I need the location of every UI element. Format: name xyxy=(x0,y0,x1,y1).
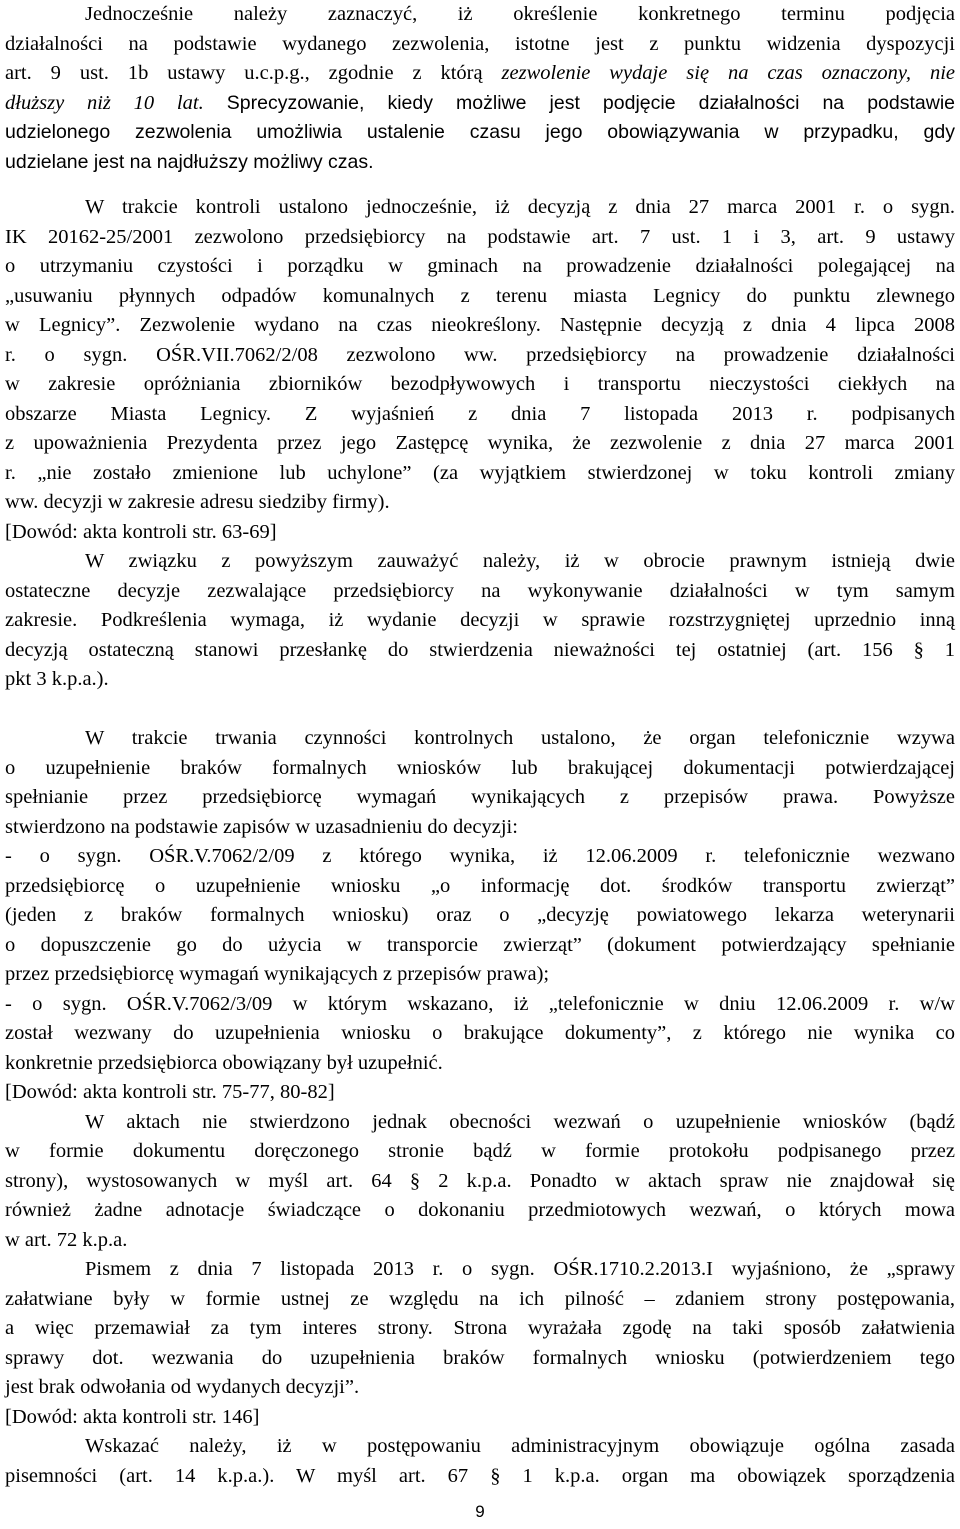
text-line: załatwiane były w formie ustnej ze względu na ich pilność – zdaniem strony postępowania, xyxy=(5,1287,955,1310)
text-line: przez przedsiębiorcę wymagań wynikających z przepisów prawa); xyxy=(5,963,550,985)
text-line: - o sygn. OŚR.V.7062/2/09 z którego wynika, iż 12.06.2009 r. telefonicznie wezwano xyxy=(5,845,955,867)
paragraph-5 xyxy=(5,1108,955,1256)
text-line: zakresie. Podkreślenia wymaga, iż wydanie decyzji w sprawie rozstrzygniętej uprzednio inną xyxy=(5,609,955,631)
text-line: z upoważnienia Prezydenta przez jego Zastępcę wynika, że zezwolenie z dnia 27 marca 2001 xyxy=(5,432,955,454)
text-line: w formie dokumentu doręczonego stronie bądź w formie protokołu podpisanego przez xyxy=(5,1140,955,1162)
text-line: udzielane jest na najdłuższy możliwy czas. xyxy=(5,150,374,173)
text-line: stwierdzono na podstawie zapisów w uzasadnieniu do decyzji: xyxy=(5,815,518,838)
text-line: „usuwaniu płynnych odpadów komunalnych z terenu miasta Legnicy do punktu zlewnego xyxy=(5,284,955,307)
text-line: r. „nie zostało zmienione lub uchylone” (za wyjątkiem stwierdzonej w toku kontroli zmiany xyxy=(5,461,955,484)
text-line: pisemności (art. 14 k.p.a.). W myśl art. 67 § 1 k.p.a. organ ma obowiązek sporządzenia xyxy=(5,1464,955,1487)
page-number: 9 xyxy=(475,1502,485,1521)
text-line: sprawy dot. wezwania do uzupełnienia braków formalnych wniosku (potwierdzeniem tego xyxy=(5,1346,955,1369)
text-line: konkretnie przedsiębiorca obowiązany był uzupełnić. xyxy=(5,1051,443,1074)
paragraph-3 xyxy=(5,547,955,695)
text-line: - o sygn. OŚR.V.7062/3/09 w którym wskazano, iż „telefonicznie w dniu 12.06.2009 r. w/w xyxy=(5,992,955,1015)
text-line: Jednocześnie należy zaznaczyć, iż określenie konkretnego terminu podjęcia xyxy=(85,3,955,25)
text-line: W związku z powyższym zauważyć należy, iż w obrocie prawnym istnieją dwie xyxy=(85,550,955,572)
text-line: o utrzymaniu czystości i porządku w gminach na prowadzenie działalności polegającej na xyxy=(5,255,955,277)
text-line: również żadne adnotacje świadczące o dokonaniu przedmiotowych wezwań, o których mowa xyxy=(5,1199,955,1221)
text-line: decyzją ostateczną stanowi przesłankę do stwierdzenia nieważności tej ostatniej (art. 156 § 1 xyxy=(5,638,955,661)
paragraph-1 xyxy=(5,0,955,177)
paragraph-2 xyxy=(5,193,955,547)
text-line: W aktach nie stwierdzono jednak obecności wezwań o uzupełnienie wniosków (bądź xyxy=(85,1110,955,1133)
evidence-reference: [Dowód: akta kontroli str. 63-69] xyxy=(5,520,277,543)
paragraph-4 xyxy=(5,724,955,1108)
text-line: działalności na podstawie wydanego zezwolenia, istotne jest z punktu widzenia dyspozycji xyxy=(5,32,955,55)
text-line: Wskazać należy, iż w postępowaniu administracyjnym obowiązuje ogólna zasada xyxy=(85,1435,955,1457)
text-line: w art. 72 k.p.a. xyxy=(5,1228,128,1251)
text-line: dłuższy niż 10 lat. Sprecyzowanie, kiedy możliwe jest podjęcie działalności na podstawie xyxy=(5,91,956,114)
text-line: r. o sygn. OŚR.VII.7062/2/08 zezwolono ww. przedsiębiorcy na prowadzenie działalności xyxy=(5,343,955,366)
text-line: (jeden z braków formalnych wniosku) oraz o „decyzję powiatowego lekarza weterynarii xyxy=(5,904,955,926)
text-line: udzielonego zezwolenia umożliwia ustalenie czasu jego obowiązywania w przypadku, gdy xyxy=(5,121,955,143)
text-line: ostateczne decyzje zezwalające przedsiębiorcy na wykonywanie działalności w tym samym xyxy=(5,579,955,602)
text-line: W trakcie kontroli ustalono jednocześnie, iż decyzją z dnia 27 marca 2001 r. o sygn. xyxy=(85,196,955,218)
text-line: Pismem z dnia 7 listopada 2013 r. o sygn. OŚR.1710.2.2013.I wyjaśniono, że „sprawy xyxy=(85,1258,955,1280)
paragraph-6 xyxy=(5,1255,955,1432)
text-line: a więc przemawiał za tym interes strony. Strona wyrażała zgodę na taki sposób załatwienia xyxy=(5,1317,955,1339)
text-line: został wezwany do uzupełnienia wniosku o brakujące dokumenty”, z którego nie wynika co xyxy=(5,1022,955,1044)
text-line: jest brak odwołania od wydanych decyzji”. xyxy=(5,1376,360,1398)
text-line: o uzupełnienie braków formalnych wniosków lub brakującej dokumentacji potwierdzającej xyxy=(5,756,955,779)
text-line: przedsiębiorcę o uzupełnienie wniosku „o informację dot. środków transportu zwierząt” xyxy=(5,874,955,897)
text-line: W trakcie trwania czynności kontrolnych ustalono, że organ telefonicznie wzywa xyxy=(85,727,955,749)
text-line: w zakresie opróżniania zbiorników bezodpływowych i transportu nieczystości ciekłych na xyxy=(5,373,955,395)
text-line: IK 20162-25/2001 zezwolono przedsiębiorcy na podstawie art. 7 ust. 1 i 3, art. 9 ustawy xyxy=(5,225,955,248)
text-line: o dopuszczenie go do użycia w transporcie zwierząt” (dokument potwierdzający spełnianie xyxy=(5,933,955,956)
document-body xyxy=(5,0,955,1491)
text-line: art. 9 ust. 1b ustawy u.c.p.g., zgodnie z którą zezwolenie wydaje się na czas oznaczony, nie xyxy=(5,62,955,84)
text-line: w Legnicy”. Zezwolenie wydano na czas nieokreślony. Następnie decyzją z dnia 4 lipca 2008 xyxy=(5,314,955,336)
text-line: strony), wystosowanych w myśl art. 64 § 2 k.p.a. Ponadto w aktach spraw nie znajdował się xyxy=(5,1169,955,1192)
evidence-reference: [Dowód: akta kontroli str. 146] xyxy=(5,1405,260,1428)
text-line: pkt 3 k.p.a.). xyxy=(5,668,109,690)
text-line: spełnianie przez przedsiębiorcę wymagań wynikających z przepisów prawa. Powyższe xyxy=(5,786,955,808)
text-line: ww. decyzji w zakresie adresu siedziby firmy). xyxy=(5,491,390,513)
text-line: obszarze Miasta Legnicy. Z wyjaśnień z dnia 7 listopada 2013 r. podpisanych xyxy=(5,402,955,425)
paragraph-7 xyxy=(5,1432,955,1491)
evidence-reference: [Dowód: akta kontroli str. 75-77, 80-82] xyxy=(5,1081,335,1103)
